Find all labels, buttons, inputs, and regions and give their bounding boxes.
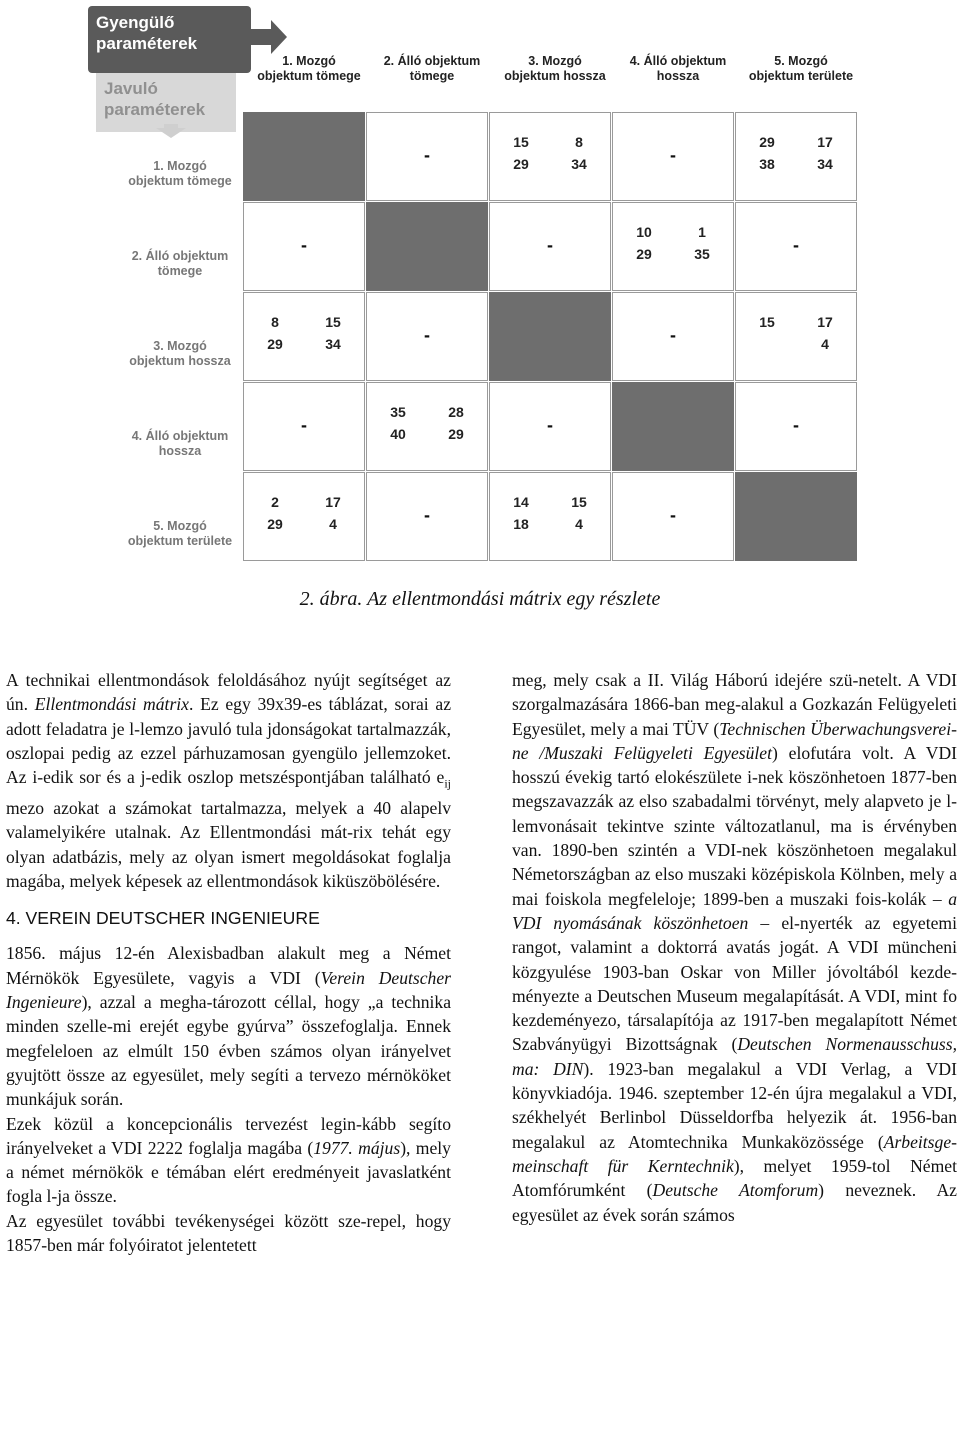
cell-dash: - — [793, 235, 799, 255]
cell-value: 17 — [325, 494, 341, 510]
header-line: tömege — [157, 264, 203, 278]
paragraph-vdi-founding: 1856. május 12-én Alexisbadban alakult meg a Német Mérnökök Egyesülete, vagyis a VDI (Verein Deutscher Ingenieure), azzal a megha-tározott céllal, hogy „a technika minden szelle-mi erejét egybe gyúrva” összefoglalja. Ennek megfeleloen az elmúlt 150 évben számos olyan irányelvet gyujtött össze az egyesület, mely segíti a tervezo mérnököket munkájuk során. — [6, 943, 452, 1110]
col-header-2 — [374, 36, 490, 102]
header-line: 5. Mozgó — [774, 54, 828, 68]
cell-value: 15 — [325, 314, 341, 330]
cell-value: 34 — [325, 336, 341, 352]
cell-value: 4 — [329, 516, 337, 532]
left-text-column — [6, 668, 451, 1257]
diagonal-cell — [243, 112, 365, 201]
cell-value: 8 — [271, 314, 279, 330]
header-line: objektum hossza — [504, 69, 606, 83]
worsening-parameters-label — [88, 6, 251, 73]
diagonal-cell — [612, 382, 734, 471]
row-header-4 — [118, 382, 242, 471]
header-line: 4. Álló objektum — [131, 429, 229, 443]
figure-caption: 2. ábra. Az ellentmondási mátrix egy részlete — [299, 588, 661, 610]
col-header-4 — [620, 36, 736, 102]
row-header-2 — [118, 202, 242, 291]
cell-value: 28 — [448, 404, 464, 420]
right-text-column — [512, 668, 957, 1227]
header-line: objektum tömege — [257, 69, 361, 83]
header-line: 3. Mozgó — [153, 339, 207, 353]
paragraph-vdi-activities: Az egyesület további tevékenységei között sze-repel, hogy 1857-ben már folyóiratot jelentetett — [6, 1210, 451, 1256]
cell-dash: - — [424, 325, 430, 345]
improving-label-line1: Javuló — [104, 79, 158, 98]
cell-value: 35 — [694, 246, 710, 262]
diagonal-cell — [489, 292, 611, 381]
cell-value: 29 — [513, 156, 529, 172]
cell-dash: - — [670, 505, 676, 525]
paragraph-matrix-intro: A technikai ellentmondások feloldásához nyújt segítséget az ún. Ellentmondási mátrix. Ez egy 39x39-es táblázat, sorai az adott feladatra je l-lemzo javuló tula jdonságokat tartalmazzák, oszlopai pedig az ezzel párhuzamosan gyengülo jellemzoket. Az i-edik sor és a j-edik oszlop metszéspontjában található $e_{ij}$ mezo azokat a számokat tartalmazza, melyek a 40 alapelv valamelyikére utalnak. Az Ellentmondási mát-rix tehát egy olyan adatbázis, mely az olyan ismert megoldásokat foglalja magába, melyek képesek az ellentmondások kiküszöbölésére. — [6, 670, 451, 891]
cell-dash: - — [301, 415, 307, 435]
cell-dash: - — [547, 415, 553, 435]
header-line: hossza — [158, 444, 202, 458]
cell-dash: - — [670, 145, 676, 165]
improving-label-line2: paraméterek — [104, 100, 206, 119]
col-header-1 — [251, 36, 367, 102]
cell-value: 1 — [698, 224, 706, 240]
cell-value: 40 — [390, 426, 406, 442]
col-header-5 — [743, 36, 859, 102]
header-line: 1. Mozgó — [282, 54, 336, 68]
header-line: objektum tömege — [128, 174, 232, 188]
cell-value: 4 — [575, 516, 583, 532]
cell-value: 17 — [817, 134, 833, 150]
cell-value: 10 — [636, 224, 652, 240]
cell-value: 29 — [448, 426, 464, 442]
cell-dash: - — [670, 325, 676, 345]
cell-value: 29 — [267, 336, 283, 352]
header-line: 1. Mozgó — [153, 159, 207, 173]
header-line: objektum területe — [748, 69, 854, 83]
cell-value: 8 — [575, 134, 583, 150]
header-line: 2. Álló objektum — [383, 54, 481, 68]
cell-value: 29 — [636, 246, 652, 262]
cell-value: 15 — [513, 134, 529, 150]
cell-dash: - — [424, 505, 430, 525]
header-line: 4. Álló objektum — [629, 54, 727, 68]
worsening-label-line2: paraméterek — [96, 34, 198, 53]
row-header-1 — [118, 112, 242, 201]
header-line: 5. Mozgó — [153, 519, 207, 533]
header-line: hossza — [656, 69, 700, 83]
cell-dash: - — [301, 235, 307, 255]
header-line: 3. Mozgó — [528, 54, 582, 68]
cell-value: 17 — [817, 314, 833, 330]
paragraph-vdi-history: meg, mely csak a II. Világ Háború idejére szü-netelt. A VDI szorgalmazására 1866-ban meg-alakul a Gozkazán Felügyeleti Egyesület, mely a mai TÜV (Technischen Überwachungsverei-ne /Muszaki Felügyeleti Egyesület) elofutára volt. A VDI hosszú évekig tartó elokészülete i-nek köszönhetoen 1877-ben megszavazzák az elso szabadalmi törvényt, mely alapveto je l-lemvonásait tekintve szinte változatlanul, ma is érvényben van. 1890-ben szintén a VDI-nek köszönhetoen megalakul Németországban az elso muszaki középiskola Kölnben, mely a mai foiskola megfeleloje; 1899-ben a muszaki fois-kolák – a VDI nyomásának köszönhetoen – el-nyerték az egyetemi rangot, valamint a doktorrá avatás jogát. A VDI müncheni közgyulése 1903-ban Oskar von Miller jóvoltából kezde-ményezte a Deutschen Museum megalapítását. A VDI, mint fo kezdeményezo, társalapítója az 1917-ben megalapított Német Szabványügyi Bizottságnak (Deutschen Normenausschuss, ma: DIN). 1923-ban megalakul a VDI Verlag, a VDI könyvkiadója. 1946. szeptember 12-én újra megalakul a VDI, székhelyét Berlinbol Düsseldorfba helyezik át. 1956-ban megalakul az Atomtechnika Munkaközössége (Arbeitsge-meinschaft für Kerntechnik), melyet 1959-tol Német Atomfórumként (Deutsche Atomforum) neveznek. Az egyesület az évek során számos — [512, 670, 958, 1225]
cell-value: 2 — [271, 494, 279, 510]
diagonal-cell — [366, 202, 488, 291]
cell-value: 15 — [759, 314, 775, 330]
cell-value: 14 — [513, 494, 529, 510]
cell-dash: - — [547, 235, 553, 255]
row-header-5 — [118, 472, 242, 561]
diagonal-cell — [735, 472, 857, 561]
paragraph-vdi-2222: Ezek közül a koncepcionális tervezést legin-kább segíto irányelveket a VDI 2222 foglalja magába (1977. május), mely a német mérnökök e témában elért eredményeit javaslatként fogla l-ja össze. — [6, 1113, 451, 1207]
cell-value: 29 — [759, 134, 775, 150]
header-line: objektum hossza — [129, 354, 231, 368]
header-line: tömege — [409, 69, 455, 83]
cell-value: 29 — [267, 516, 283, 532]
contradiction-matrix-figure — [88, 6, 863, 546]
cell-dash: - — [793, 415, 799, 435]
header-line: objektum területe — [127, 534, 233, 548]
cell-value: 34 — [817, 156, 833, 172]
row-header-3 — [118, 292, 242, 381]
cell-dash: - — [424, 145, 430, 165]
col-header-3 — [497, 36, 613, 102]
cell-value: 18 — [513, 516, 529, 532]
cell-value: 4 — [821, 336, 829, 352]
cell-value: 34 — [571, 156, 587, 172]
header-line: 2. Álló objektum — [131, 249, 229, 263]
cell-value: 38 — [759, 156, 775, 172]
section-heading-vdi: 4. VEREIN DEUTSCHER INGENIEURE — [6, 908, 320, 929]
cell-value: 35 — [390, 404, 406, 420]
worsening-label-line1: Gyengülő — [96, 13, 175, 32]
cell-value: 15 — [571, 494, 587, 510]
